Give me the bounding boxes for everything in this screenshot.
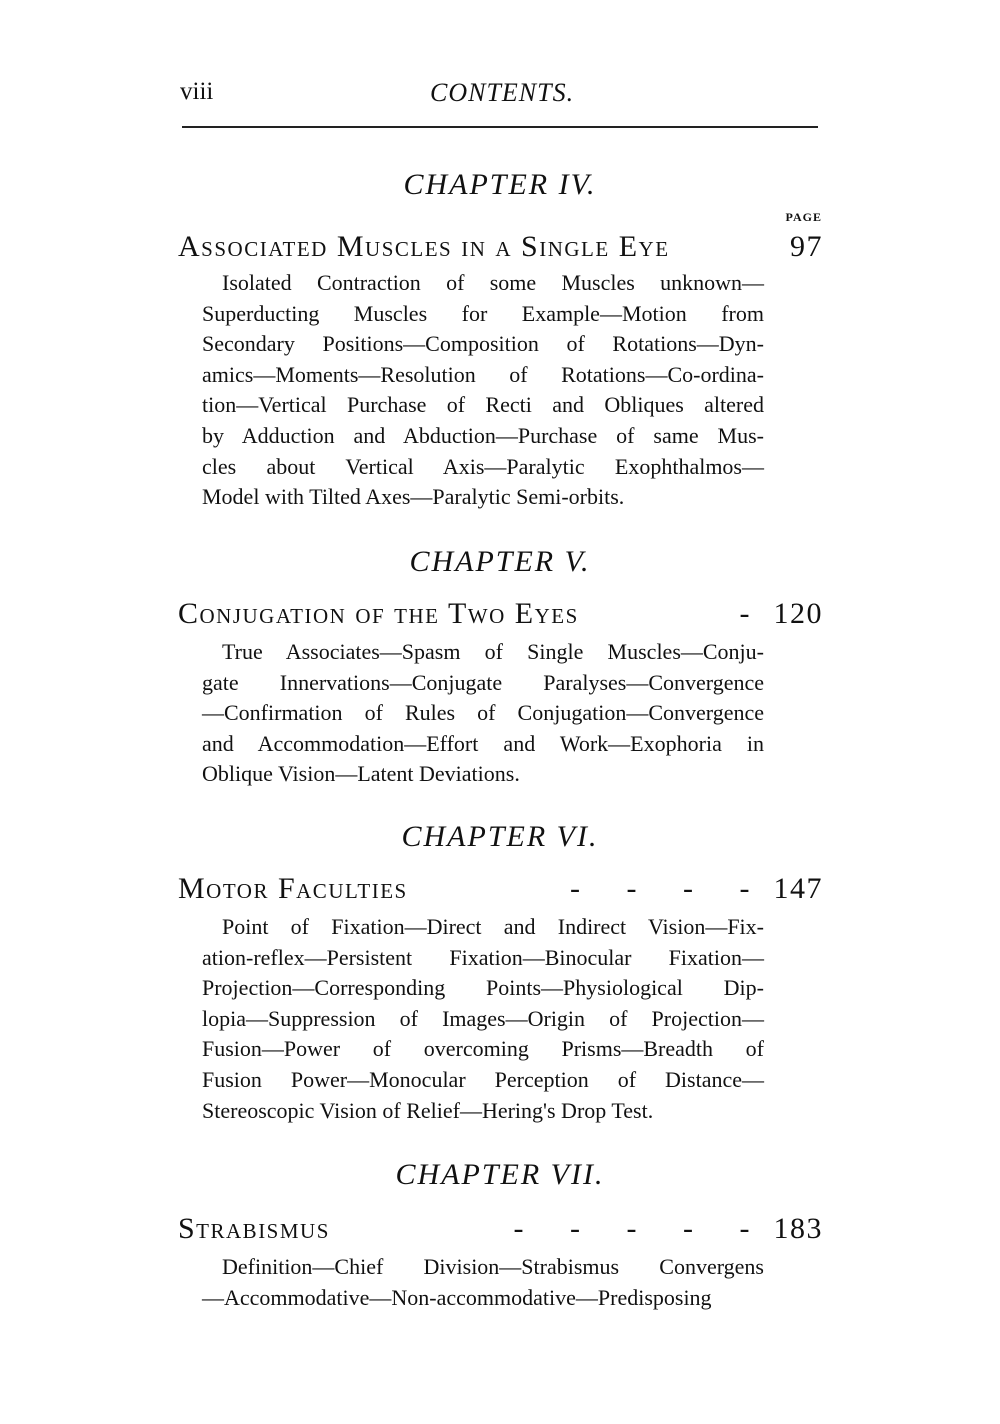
summary-line: gate Innervations—Conjugate Paralyses—Convergence: [202, 669, 764, 695]
chapter-title-line: [178, 230, 823, 270]
chapter-heading: CHAPTER VII.: [395, 1158, 605, 1191]
chapter-summary: [202, 1252, 764, 1313]
summary-line: and Accommodation—Effort and Work—Exophoria in: [202, 730, 764, 756]
dot-leaders: - - - - -: [513, 1212, 751, 1245]
dot-leaders: - - - -: [570, 872, 751, 905]
chapter-title-line: [178, 1212, 823, 1252]
chapter-page-number: 120: [773, 597, 823, 630]
summary-line: cles about Vertical Axis—Paralytic Exophthalmos—: [202, 453, 764, 479]
chapter-heading: CHAPTER V.: [409, 545, 591, 578]
summary-line: Projection—Corresponding Points—Physiological Dip-: [202, 975, 764, 1001]
chapter-summary: [202, 637, 764, 790]
page-column-label: PAGE: [785, 210, 822, 224]
summary-line: Model with Tilted Axes—Paralytic Semi-orbits.: [202, 484, 625, 510]
chapter-heading: CHAPTER VI.: [401, 820, 599, 853]
chapter-title: Strabismus: [178, 1212, 330, 1245]
summary-line: by Adduction and Abduction—Purchase of same Mus-: [202, 422, 764, 448]
summary-line: Superducting Muscles for Example—Motion from: [202, 300, 764, 326]
page-folio: viii: [180, 78, 214, 105]
summary-line: Point of Fixation—Direct and Indirect Vision—Fix-: [222, 914, 764, 939]
summary-line: Fusion Power—Monocular Perception of Distance—: [202, 1066, 764, 1092]
summary-line: —Accommodative—Non-accommodative—Predisposing: [202, 1284, 712, 1310]
summary-line: Secondary Positions—Composition of Rotations—Dyn-: [202, 331, 764, 357]
chapter-summary: [202, 912, 764, 1126]
summary-line: amics—Moments—Resolution of Rotations—Co-ordina-: [202, 361, 764, 387]
summary-line: True Associates—Spasm of Single Muscles—Conju-: [222, 639, 764, 664]
summary-line: tion—Vertical Purchase of Recti and Obliques altered: [202, 392, 764, 418]
running-title: CONTENTS.: [430, 78, 575, 107]
summary-line: lopia—Suppression of Images—Origin of Projection—: [202, 1005, 764, 1031]
chapter-page-number: 183: [773, 1212, 823, 1245]
chapter-heading: CHAPTER IV.: [403, 168, 597, 201]
chapter-title: Conjugation of the Two Eyes: [178, 597, 579, 630]
summary-line: —Confirmation of Rules of Conjugation—Convergence: [202, 700, 764, 726]
chapter-page-number: 97: [790, 230, 823, 263]
chapter-title: Associated Muscles in a Single Eye: [178, 230, 670, 263]
header-rule: [182, 126, 818, 128]
summary-line: Isolated Contraction of some Muscles unknown—: [222, 270, 764, 295]
running-head: [180, 78, 820, 118]
chapter-page-number: 147: [773, 872, 823, 905]
summary-line: Oblique Vision—Latent Deviations.: [202, 761, 520, 787]
dot-leaders: -: [739, 597, 751, 630]
chapter-title: Motor Faculties: [178, 872, 408, 905]
chapter-summary: [202, 268, 764, 513]
summary-line: Fusion—Power of overcoming Prisms—Breadth of: [202, 1036, 764, 1062]
chapter-title-line: [178, 597, 823, 637]
summary-line: Definition—Chief Division—Strabismus Convergens: [222, 1254, 764, 1279]
chapter-title-line: [178, 872, 823, 912]
summary-line: ation-reflex—Persistent Fixation—Binocular Fixation—: [202, 944, 764, 970]
summary-line: Stereoscopic Vision of Relief—Hering's Drop Test.: [202, 1097, 654, 1123]
